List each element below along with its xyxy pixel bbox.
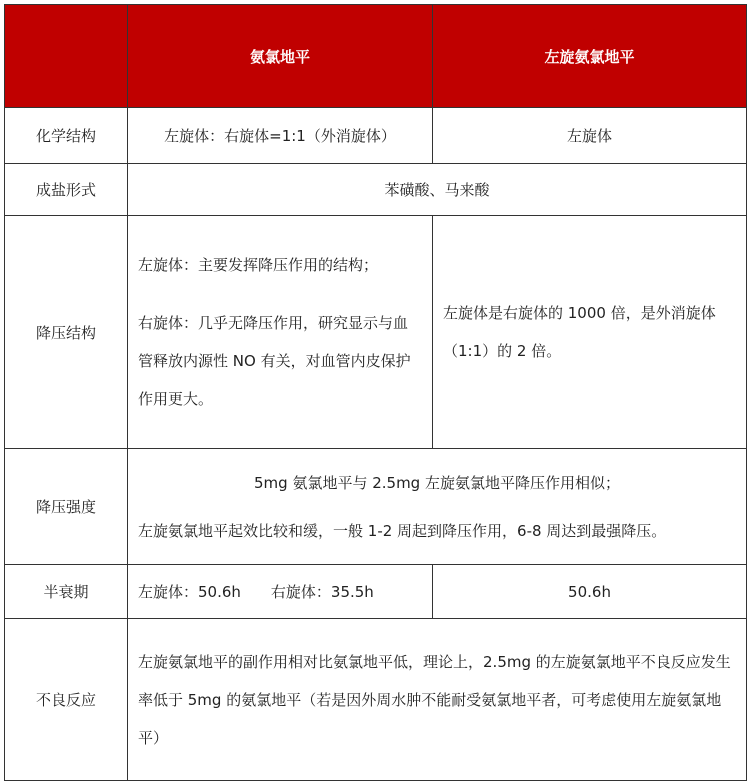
table-row-chemical-structure xyxy=(5,108,747,164)
cell-levamlodipine-bp-structure xyxy=(433,216,747,449)
header-levamlodipine: 左旋氨氯地平 xyxy=(433,5,747,108)
row-label-half-life: 半衰期 xyxy=(5,565,128,619)
bp-strength-onset: 左旋氨氯地平起效比较和缓，一般 1-2 周起到降压作用，6-8 周达到最强降压。 xyxy=(138,521,667,540)
cell-levamlodipine-half-life: 50.6h xyxy=(433,565,747,619)
amlodipine-bp-structure-left-isomer: 左旋体：主要发挥降压作用的结构； xyxy=(138,256,379,274)
table-row-bp-strength xyxy=(5,449,747,565)
comparison-table xyxy=(4,4,747,781)
cell-shared-adverse-reactions xyxy=(128,619,747,781)
bp-strength-equivalence: 5mg 氨氯地平与 2.5mg 左旋氨氯地平降压作用相似； xyxy=(254,473,620,492)
adverse-reactions-text: 左旋氨氯地平的副作用相对比氨氯地平低，理论上，2.5mg 的左旋氨氯地平不良反应发生率低于 5mg 的氨氯地平（若是因外周水肿不能耐受氨氯地平者，可考虑使用左旋氨氯地平） xyxy=(138,652,731,747)
cell-amlodipine-bp-structure xyxy=(128,216,433,449)
cell-shared-bp-strength xyxy=(128,449,747,565)
table-row-bp-structure xyxy=(5,216,747,449)
table-row-half-life xyxy=(5,565,747,619)
header-amlodipine: 氨氯地平 xyxy=(128,5,433,108)
row-label-chemical-structure: 化学结构 xyxy=(5,108,128,164)
cell-shared-salt-form: 苯磺酸、马来酸 xyxy=(128,164,747,216)
row-label-bp-structure: 降压结构 xyxy=(5,216,128,449)
header-row xyxy=(5,5,747,108)
row-label-bp-strength: 降压强度 xyxy=(5,449,128,565)
header-corner-cell xyxy=(5,5,128,108)
levamlodipine-bp-structure-text: 左旋体是右旋体的 1000 倍，是外消旋体（1:1）的 2 倍。 xyxy=(443,304,716,360)
cell-levamlodipine-chemical-structure: 左旋体 xyxy=(433,108,747,164)
row-label-salt-form: 成盐形式 xyxy=(5,164,128,216)
table-row-adverse-reactions xyxy=(5,619,747,781)
table-row-salt-form xyxy=(5,164,747,216)
cell-amlodipine-half-life: 左旋体：50.6h 右旋体：35.5h xyxy=(128,565,433,619)
amlodipine-bp-structure-right-isomer: 右旋体：几乎无降压作用，研究显示与血管释放内源性 NO 有关，对血管内皮保护作用更大。 xyxy=(138,314,411,408)
row-label-adverse-reactions: 不良反应 xyxy=(5,619,128,781)
cell-amlodipine-chemical-structure: 左旋体：右旋体=1:1（外消旋体） xyxy=(128,108,433,164)
